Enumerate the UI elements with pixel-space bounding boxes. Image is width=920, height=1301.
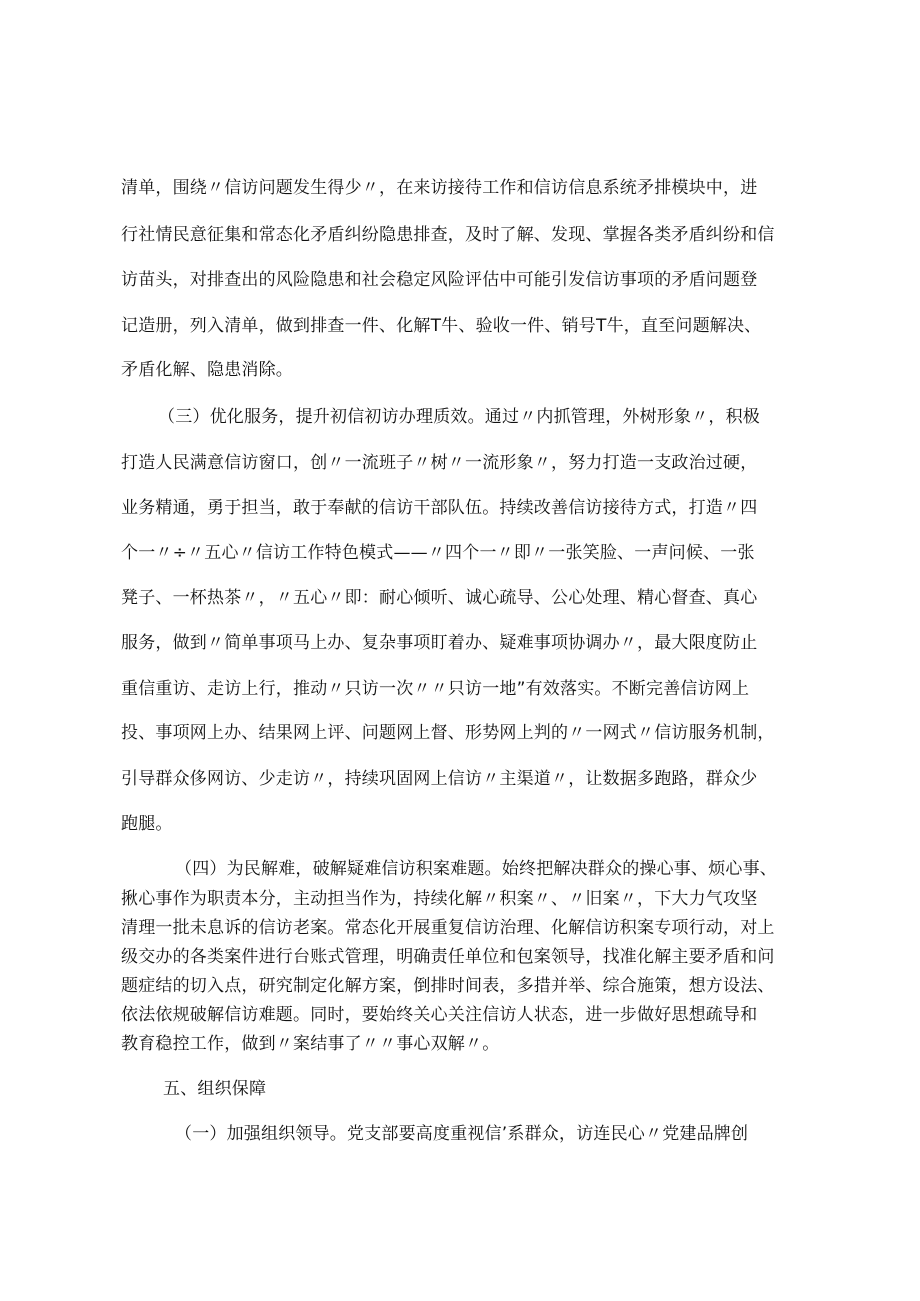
- paragraph-line: 依法依规破解信访难题。同时，要始终关心关注信访人状态，进一步做好思想疏导和: [121, 1005, 758, 1025]
- paragraph-line: 重信重访、走访上行，推动〃只访一次〃〃只访一地”有效落实。不断完善信访网上: [121, 679, 750, 699]
- paragraph-line: 跑腿。: [121, 814, 173, 834]
- paragraph-line: 矛盾化解、隐患消除。: [121, 360, 293, 380]
- paragraph-line: 凳子、一杯热茶〃，〃五心〃即：耐心倾听、诚心疏导、公心处理、精心督查、真心: [121, 588, 758, 608]
- paragraph-line: 业务精通，勇于担当，敢于奉献的信访干部队伍。持续改善信访接待方式，打造〃四: [121, 498, 758, 518]
- paragraph-line: 清单，围绕〃信访问题发生得少〃，在来访接待工作和信访信息系统矛排模块中，进: [121, 178, 758, 198]
- paragraph-line: （三）优化服务，提升初信初访办理质效。通过〃内抓管理，外树形象〃，积极: [158, 407, 760, 427]
- paragraph-line: 访苗头，对排查出的风险隐患和社会稳定风险评估中可能引发信访事项的矛盾问题登: [121, 270, 758, 290]
- paragraph-line: 揪心事作为职责本分，主动担当作为，持续化解〃积案〃、〃旧案〃，下大力气攻坚: [121, 889, 758, 909]
- paragraph-line: 级交办的各类案件进行台账式管理，明确责任单位和包案领导，找准化解主要矛盾和问: [121, 947, 775, 967]
- paragraph-line: 引导群众侈网访、少走访〃，持续巩固网上信访〃主渠道〃，让数据多跑路，群众少: [121, 769, 758, 789]
- paragraph-line: 投、事项网上办、结果网上评、问题网上督、形势网上判的〃一网式〃信访服务机制，: [121, 723, 775, 743]
- paragraph-line: 服务，做到〃简单事项马上办、复杂事项盯着办、疑难事项协调办〃，最大限度防止: [121, 633, 758, 653]
- paragraph-line: 清理一批未息诉的信访老案。常态化开展重复信访治理、化解信访积案专项行动，对上: [121, 918, 775, 938]
- section-heading: 五、组织保障: [163, 1079, 267, 1099]
- paragraph-line: 个一〃÷〃五心〃信访工作特色模式——〃四个一〃即〃一张笑脸、一声问候、一张: [121, 543, 755, 563]
- paragraph-line: （一）加强组织领导。党支部要高度重视信’系群众，访连民心〃党建品牌创: [175, 1124, 749, 1144]
- paragraph-line: 记造册，列入清单，做到排查一件、化解T牛、验收一件、销号T牛，直至问题解决、: [121, 316, 762, 336]
- paragraph-line: 教育稳控工作，做到〃案结事了〃〃事心双解〃。: [121, 1034, 500, 1054]
- paragraph-line: 题症结的切入点，研究制定化解方案，倒排时间表，多措并举、综合施策，想方设法、: [121, 976, 775, 996]
- paragraph-line: 行社情民意征集和常态化矛盾纠纷隐患排查，及时了解、发现、掌握各类矛盾纠纷和信: [121, 225, 775, 245]
- paragraph-line: 打造人民满意信访窗口，创〃一流班子〃树〃一流形象〃，努力打造一支政治过硬，: [121, 453, 758, 473]
- paragraph-line: （四）为民解难，破解疑难信访积案难题。始终把解决群众的操心事、烦心事、: [175, 859, 777, 879]
